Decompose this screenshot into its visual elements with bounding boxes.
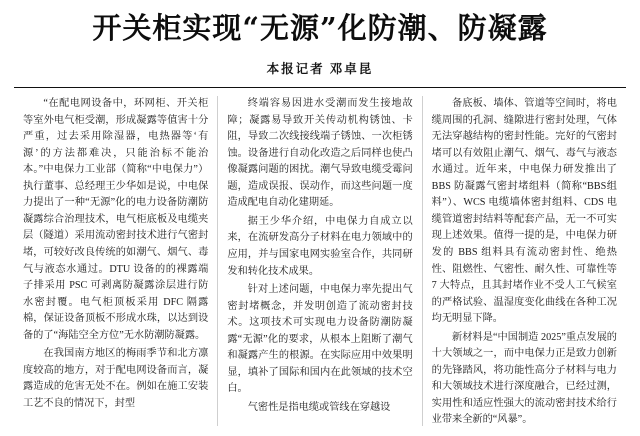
article-column-1 — [14, 96, 217, 426]
paragraph: 气密性是指电缆或管线在穿越设 — [247, 401, 391, 413]
article-columns — [14, 96, 626, 426]
article-column-3 — [422, 96, 626, 426]
byline: 本报记者 邓卓昆 — [266, 62, 374, 77]
paragraph: 终端容易因进水受潮而发生接地故障；凝露易导致开关传动机构锈蚀、卡阻，导致二次线接线端子锈蚀、一次柜锈蚀。设备进行自动化改造之后同样也使凸像凝露问题的困扰。潮气导致电缆受霉问题，造成误报、误动作，而这些问题一度造成配电自动化建期延。 — [227, 98, 413, 209]
paragraph: 新材料是“中国制造 2025”重点发展的十大领域之一，而中电保力正是致力创新的先锋踏风，将功能性高分子材料与电力和大领域技术进行深度融合，已经过测，实用性和适应性强大的流动密封技术给行业带来全新的“风暴”。 — [431, 331, 617, 426]
page-title: 开关柜实现“无源”化防潮、防凝露 — [92, 11, 548, 45]
paragraph: 据王少华介绍，中电保力自成立以来，在流研发高分子材料在电力领域中的应用，并与国家电网实验室合作，共同研发和转化技术成果。 — [227, 215, 413, 277]
byline-row — [14, 59, 626, 77]
paragraph: “在配电网设备中，环网柜、开关柜等室外电气柜受潮，形成凝露等值害十分严重，过去采用除湿器，电热器等‘有源’的方法都难决，只能治标不能治本。”中电保力工业部（简称“中电保力”）执行董事、总经理王少华如是说，中电保力提出了一种“无源”化的电力设备防潮防凝露综合治理技术，电气柜底板及电缆夹层（隧道）采用流动密封技术进行气密封堵，可较好改良传统的如潮气、烟气、毒气与液态水通过。DTU 设备的的裸露端子排采用 PSC 可剥离防凝露涂层进行防水密封覆。电气柜顶板采用 DFC 隔露棉，保证设备顶板不形成水珠，以达到设备的了“海陆空全方位”无水防潮防凝露。 — [23, 98, 209, 341]
paragraph: 在我国南方地区的梅雨季节和北方凛度较高的地方，对于配电网设备而言，凝露造成的危害无处不在。例如在施工安装工艺不良的情况下，封型 — [23, 348, 209, 409]
article-column-2 — [217, 96, 421, 426]
paragraph: 备底板、墙体、管道等空间时，将电缆周围的孔洞、缝隙进行密封处理，气体无法穿越结构的密封性能。完好的气密封堵可以有效阻止潮气、烟气、毒气与液态水通过。近年来，中电保力研发推出了 BBS 防凝露气密封堵组料（简称“BBS组料”）、WCS 电缆墙体密封组料、CDS 电缆管道密封结料等配套产品，无一不可实现上述效果。值得一提的是，中电保力研发的 BBS 组料具有流动密封性、绝热性、阻燃性、气密性、耐久性、可靠性等 7 大特点，且其封堵作业不受人工气候室的严格试验、温湿度变化曲线在各种工况均无明显下降。 — [431, 98, 617, 325]
paragraph: 针对上述问题，中电保力率先提出气密封堵概念，并发明创造了流动密封技术。这项技术可实现电力设备防潮防凝露“无源”化的要求，从根本上阻断了潮气和凝露产生的根源。在实际应用中效果明显，填补了国际和国内在此领域的技术空白。 — [227, 284, 413, 395]
header-divider — [14, 87, 626, 88]
